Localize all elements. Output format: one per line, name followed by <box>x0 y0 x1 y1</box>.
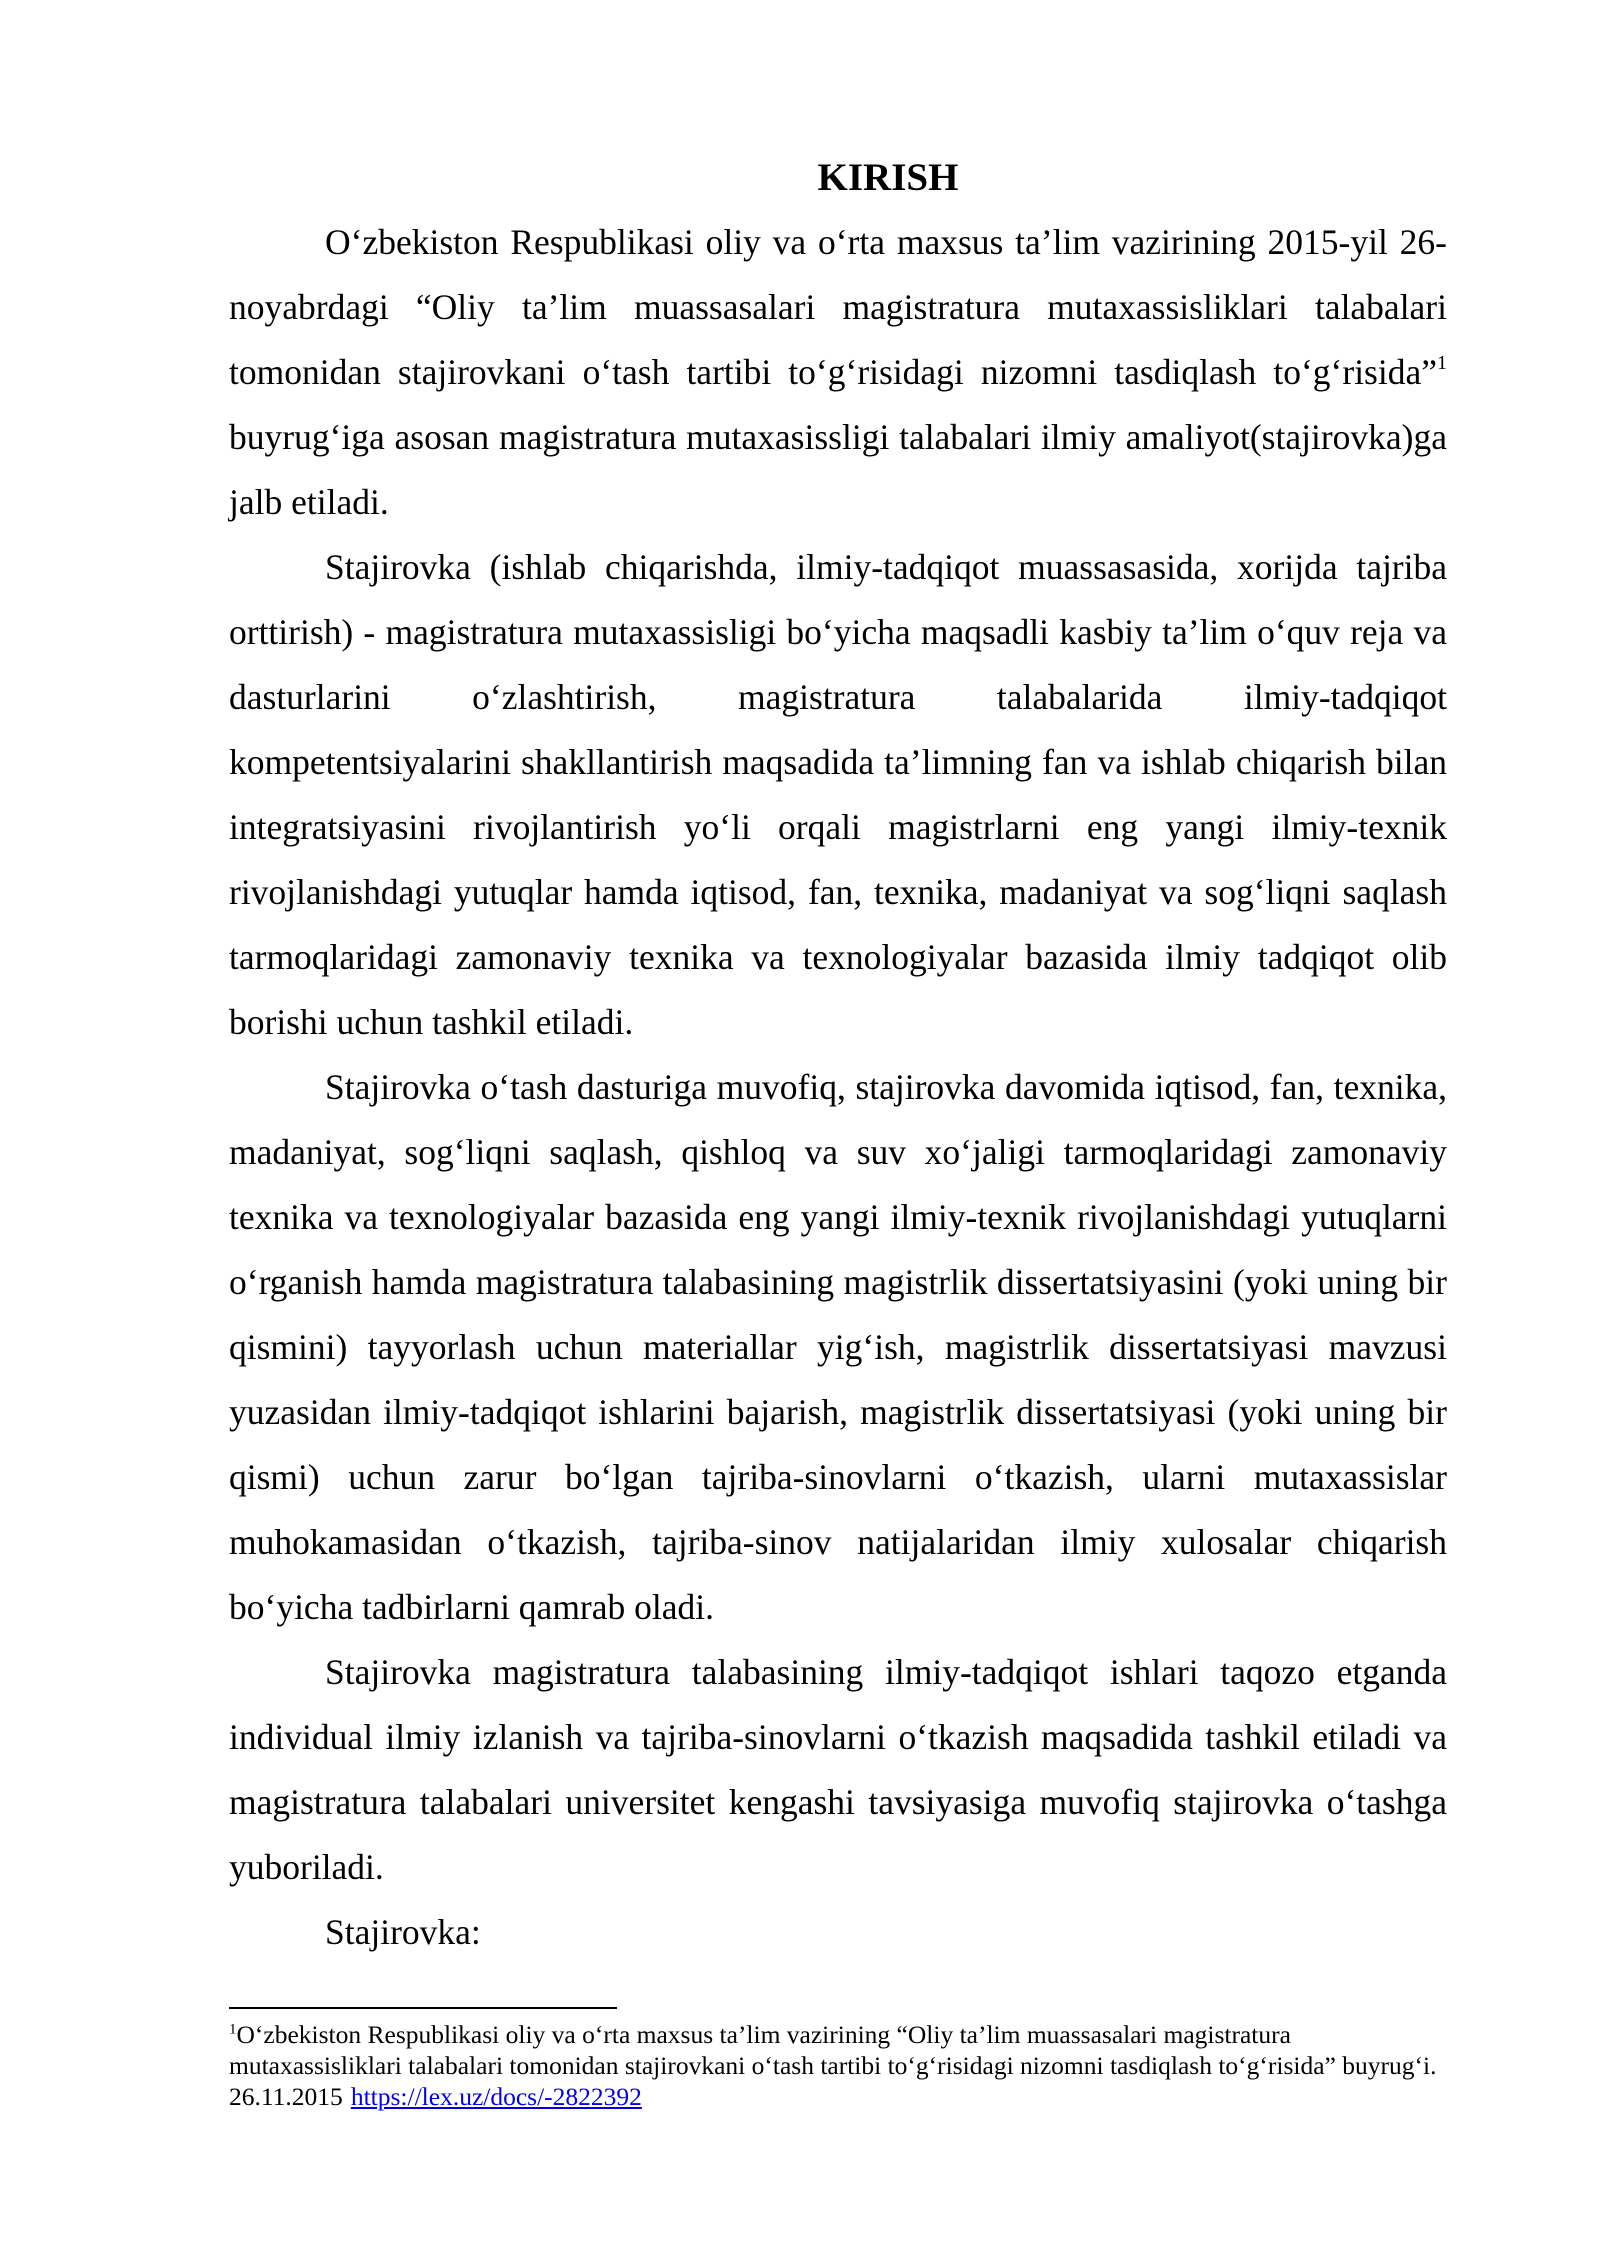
paragraph-1 <box>229 210 1447 535</box>
paragraph-4: Stajirovka magistratura talabasining ilmiy-tadqiqot ishlari taqozo etganda individual ilmiy izlanish va tajriba-sinovlarni o‘tkazish maqsadida tashkil etiladi va magistratura talabalari universitet kengashi tavsiyasiga muvofiq stajirovka o‘tashga yuboriladi. <box>229 1652 1447 1887</box>
footnote-link[interactable]: https://lex.uz/docs/-2822392 <box>350 2082 642 2111</box>
footnote-reference[interactable]: 1 <box>1437 352 1447 375</box>
paragraph-3: Stajirovka o‘tash dasturiga muvofiq, stajirovka davomida iqtisod, fan, texnika, madaniyat, sog‘liqni saqlash, qishloq va suv xo‘jaligi tarmoqlaridagi zamonaviy texnika va texnologiyalar bazasida eng yangi ilmiy-texnik rivojlanishdagi yutuqlarni o‘rganish hamda magistratura talabasining magistrlik dissertatsiyasini (yoki uning bir qismini) tayyorlash uchun materiallar yig‘ish, magistrlik dissertatsiyasi mavzusi yuzasidan ilmiy-tadqiqot ishlarini bajarish, magistrlik dissertatsiyasi (yoki uning bir qismi) uchun zarur bo‘lgan tajriba-sinovlarni o‘tkazish, ularni mutaxassislar muhokamasidan o‘tkazish, tajriba-sinov natijalaridan ilmiy xulosalar chiqarish bo‘yicha tadbirlarni qamrab oladi. <box>229 1067 1447 1627</box>
paragraph-1-text: O‘zbekiston Respublikasi oliy va o‘rta maxsus ta’lim vazirining 2015-yil 26-noyabrdagi “Oliy ta’lim muassasalari magistratura mutaxassisliklari talabalari tomonidan stajirovkani o‘tash tartibi to‘g‘risidagi nizomni tasdiqlash to‘g‘risida” <box>229 222 1447 392</box>
document-body <box>229 150 1447 1965</box>
footnote-separator <box>229 2007 617 2009</box>
footnote-marker: 1 <box>229 2021 237 2038</box>
document-title: KIRISH <box>817 156 959 199</box>
footnote <box>229 2019 1447 2112</box>
footnote-text: O‘zbekiston Respublikasi oliy va o‘rta maxsus ta’lim vazirining “Oliy ta’lim muassasalari magistratura mutaxassisliklari talabalari tomonidan stajirovkani o‘tash tartibi to‘g‘risidagi nizomni tasdiqlash to‘g‘risida” buyrug‘i. 26.11.2015 <box>229 2020 1437 2111</box>
paragraph-2: Stajirovka (ishlab chiqarishda, ilmiy-tadqiqot muassasasida, xorijda tajriba orttirish) - magistratura mutaxassisligi bo‘yicha maqsadli kasbiy ta’lim o‘quv reja va dasturlarini o‘zlashtirish, magistratura talabalarida ilmiy-tadqiqot kompetentsiyalarini shakllantirish maqsadida ta’limning fan va ishlab chiqarish bilan integratsiyasini rivojlantirish yo‘li orqali magistrlarni eng yangi ilmiy-texnik rivojlanishdagi yutuqlar hamda iqtisod, fan, texnika, madaniyat va sog‘liqni saqlash tarmoqlaridagi zamonaviy texnika va texnologiyalar bazasida ilmiy tadqiqot olib borishi uchun tashkil etiladi. <box>229 547 1447 1042</box>
paragraph-1-text-continued: buyrug‘iga asosan magistratura mutaxasissligi talabalari ilmiy amaliyot(stajirovka)ga jalb etiladi. <box>229 417 1447 522</box>
paragraph-5: Stajirovka: <box>325 1912 481 1952</box>
